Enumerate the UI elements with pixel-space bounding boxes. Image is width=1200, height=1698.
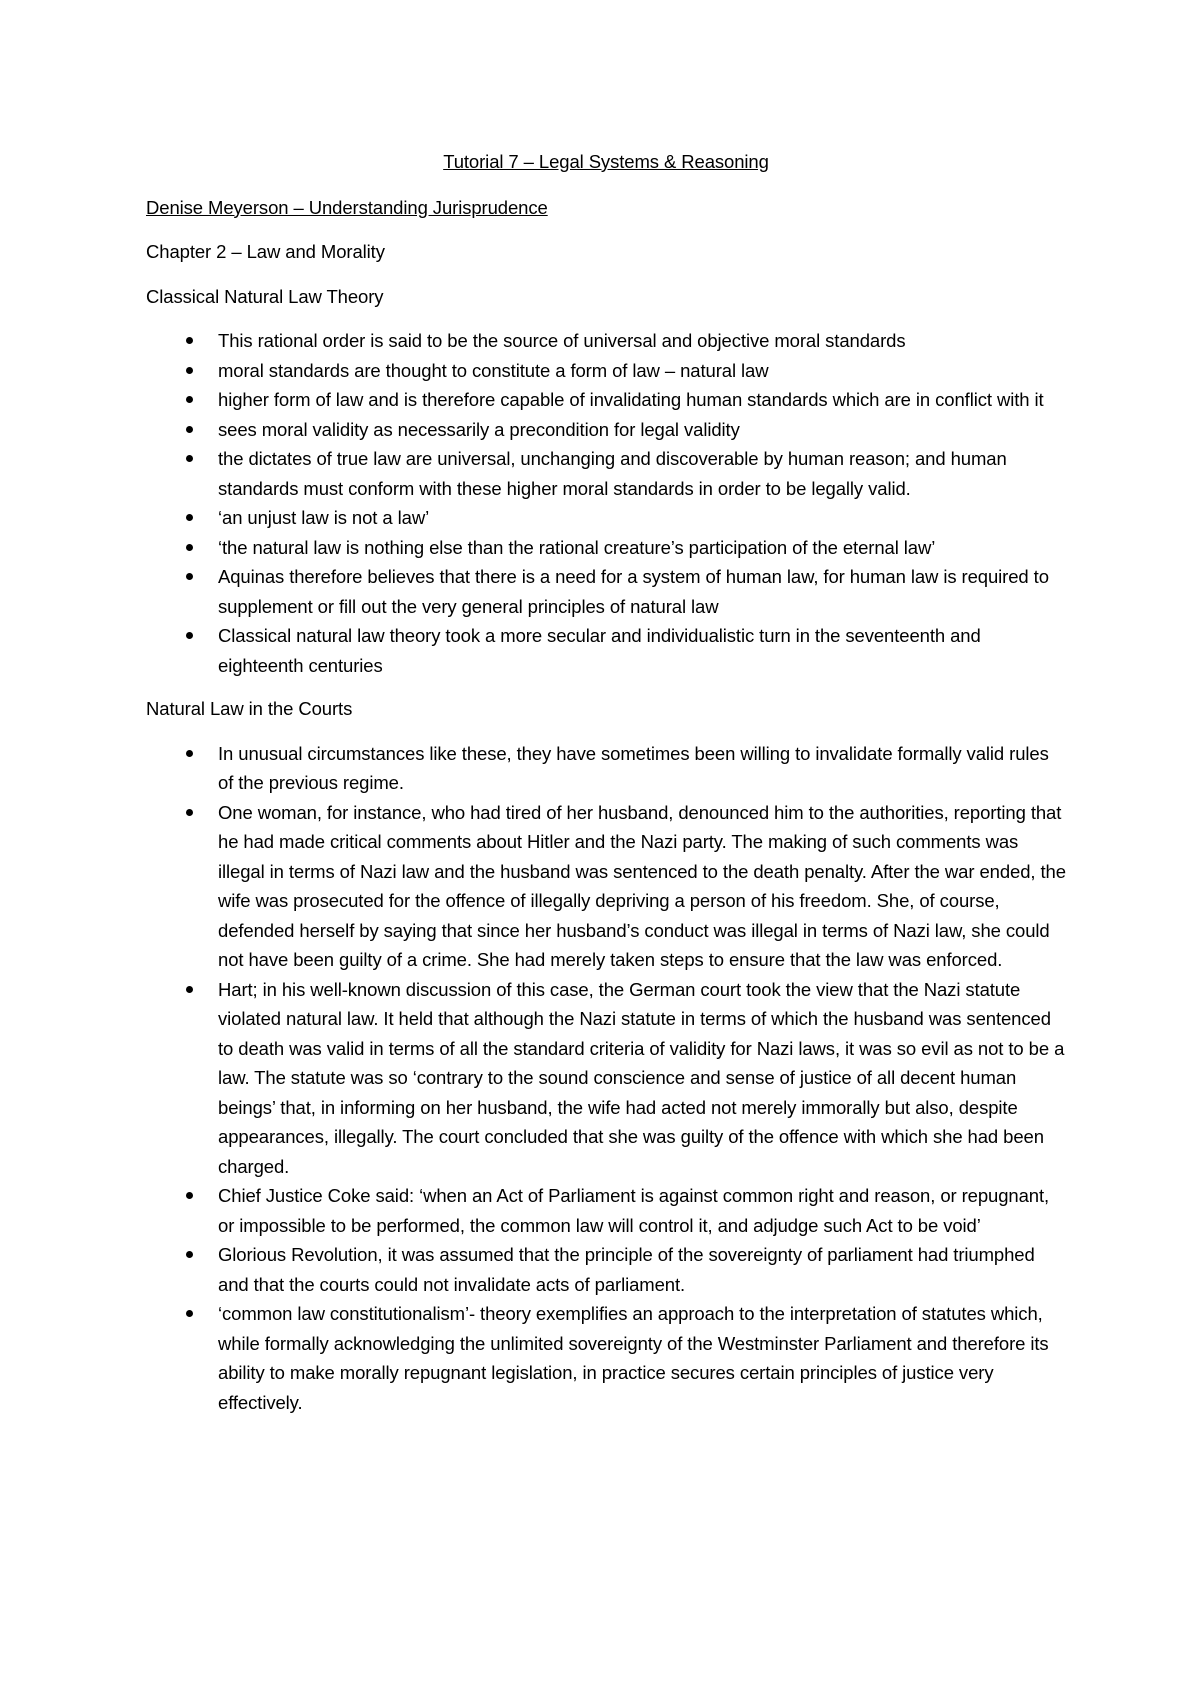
bullet-icon (186, 544, 193, 551)
bullet-icon (186, 1310, 193, 1317)
list-item-text: ‘the natural law is nothing else than the rational creature’s participation of the eternal law’ (218, 536, 936, 558)
bullet-icon (186, 1192, 193, 1199)
bullet-icon (186, 396, 193, 403)
list-item (146, 385, 1066, 415)
list-item-text: sees moral validity as necessarily a precondition for legal validity (218, 418, 740, 440)
bullet-list-natural-law-courts (146, 739, 1066, 1418)
list-item-text: Chief Justice Coke said: ‘when an Act of Parliament is against common right and reason, or repugnant, or impossible to be performed, the common law will control it, and adjudge such Act to be void’ (218, 1185, 1050, 1236)
list-item (146, 444, 1066, 503)
list-item (146, 326, 1066, 356)
bullet-icon (186, 337, 193, 344)
chapter-heading: Chapter 2 – Law and Morality (146, 241, 385, 262)
list-item-text: One woman, for instance, who had tired of her husband, denounced him to the authorities, reporting that he had made critical comments about Hitler and the Nazi party. The making of such comments was illegal in terms of Nazi law and the husband was sentenced to the death penalty. After the war ended, the wife was prosecuted for the offence of illegally depriving a person of his freedom. She, of course, defended herself by saying that since her husband’s conduct was illegal in terms of Nazi law, she could not have been guilty of a crime. She had merely taken steps to ensure that the law was enforced. (218, 801, 1066, 970)
document-content (146, 147, 1066, 1431)
list-item-text: higher form of law and is therefore capable of invalidating human standards which are in conflict with it (218, 389, 1044, 410)
list-item-text: Classical natural law theory took a more secular and individualistic turn in the seventeenth and eighteenth centuries (218, 625, 981, 676)
list-item-text: Glorious Revolution, it was assumed that the principle of the sovereignty of parliament had triumphed and that the courts could not invalidate acts of parliament. (218, 1244, 1035, 1295)
list-item (146, 533, 1066, 563)
list-item-text: Hart; in his well-known discussion of this case, the German court took the view that the Nazi statute violated natural law. It held that although the Nazi statute in terms of which the husband was sentenced to death was valid in terms of all the standard criteria of validity for Nazi laws, it was so evil as not to be a law. The statute was so ‘contrary to the sound conscience and sense of justice of all decent human beings’ that, in informing on her husband, the wife had acted not merely immorally but also, despite appearances, illegally. The court concluded that she was guilty of the offence with which she had been charged. (218, 978, 1065, 1177)
list-item (146, 415, 1066, 445)
list-item (146, 798, 1066, 975)
list-item-text: ‘common law constitutionalism’- theory exemplifies an approach to the interpretation of statutes which, while formally acknowledging the unlimited sovereignty of the Westminster Parliament and therefore its ability to make morally repugnant legislation, in practice secures certain principles of justice very effectively. (218, 1303, 1049, 1413)
list-item (146, 739, 1066, 798)
list-item-text: This rational order is said to be the source of universal and objective moral standards (218, 330, 906, 351)
list-item-text: Aquinas therefore believes that there is a need for a system of human law, for human law is required to supplement or fill out the very general principles of natural law (218, 566, 1049, 617)
list-item (146, 1181, 1066, 1240)
list-item (146, 503, 1066, 533)
bullet-icon (186, 426, 193, 433)
bullet-list-classical-natural-law (146, 326, 1066, 680)
section-heading-classical-natural-law: Classical Natural Law Theory (146, 285, 384, 307)
document-subtitle: Denise Meyerson – Understanding Jurisprudence (146, 196, 548, 218)
bullet-icon (186, 367, 193, 374)
bullet-icon (186, 750, 193, 757)
list-item (146, 1299, 1066, 1417)
bullet-icon (186, 514, 193, 521)
bullet-icon (186, 632, 193, 639)
list-item-text: moral standards are thought to constitute a form of law – natural law (218, 359, 769, 381)
list-item (146, 356, 1066, 386)
list-item-text: the dictates of true law are universal, unchanging and discoverable by human reason; and human standards must conform with these higher moral standards in order to be legally valid. (218, 448, 1007, 499)
document-title: Tutorial 7 – Legal Systems & Reasoning (443, 151, 769, 172)
list-item (146, 975, 1066, 1182)
bullet-icon (186, 986, 193, 993)
bullet-icon (186, 573, 193, 580)
list-item (146, 1240, 1066, 1299)
bullet-icon (186, 455, 193, 462)
bullet-icon (186, 809, 193, 816)
list-item-text: ‘an unjust law is not a law’ (218, 507, 430, 528)
list-item (146, 621, 1066, 680)
list-item-text: In unusual circumstances like these, they have sometimes been willing to invalidate formally valid rules of the previous regime. (218, 742, 1049, 793)
bullet-icon (186, 1251, 193, 1258)
list-item (146, 562, 1066, 621)
section-heading-natural-law-courts: Natural Law in the Courts (146, 698, 353, 719)
